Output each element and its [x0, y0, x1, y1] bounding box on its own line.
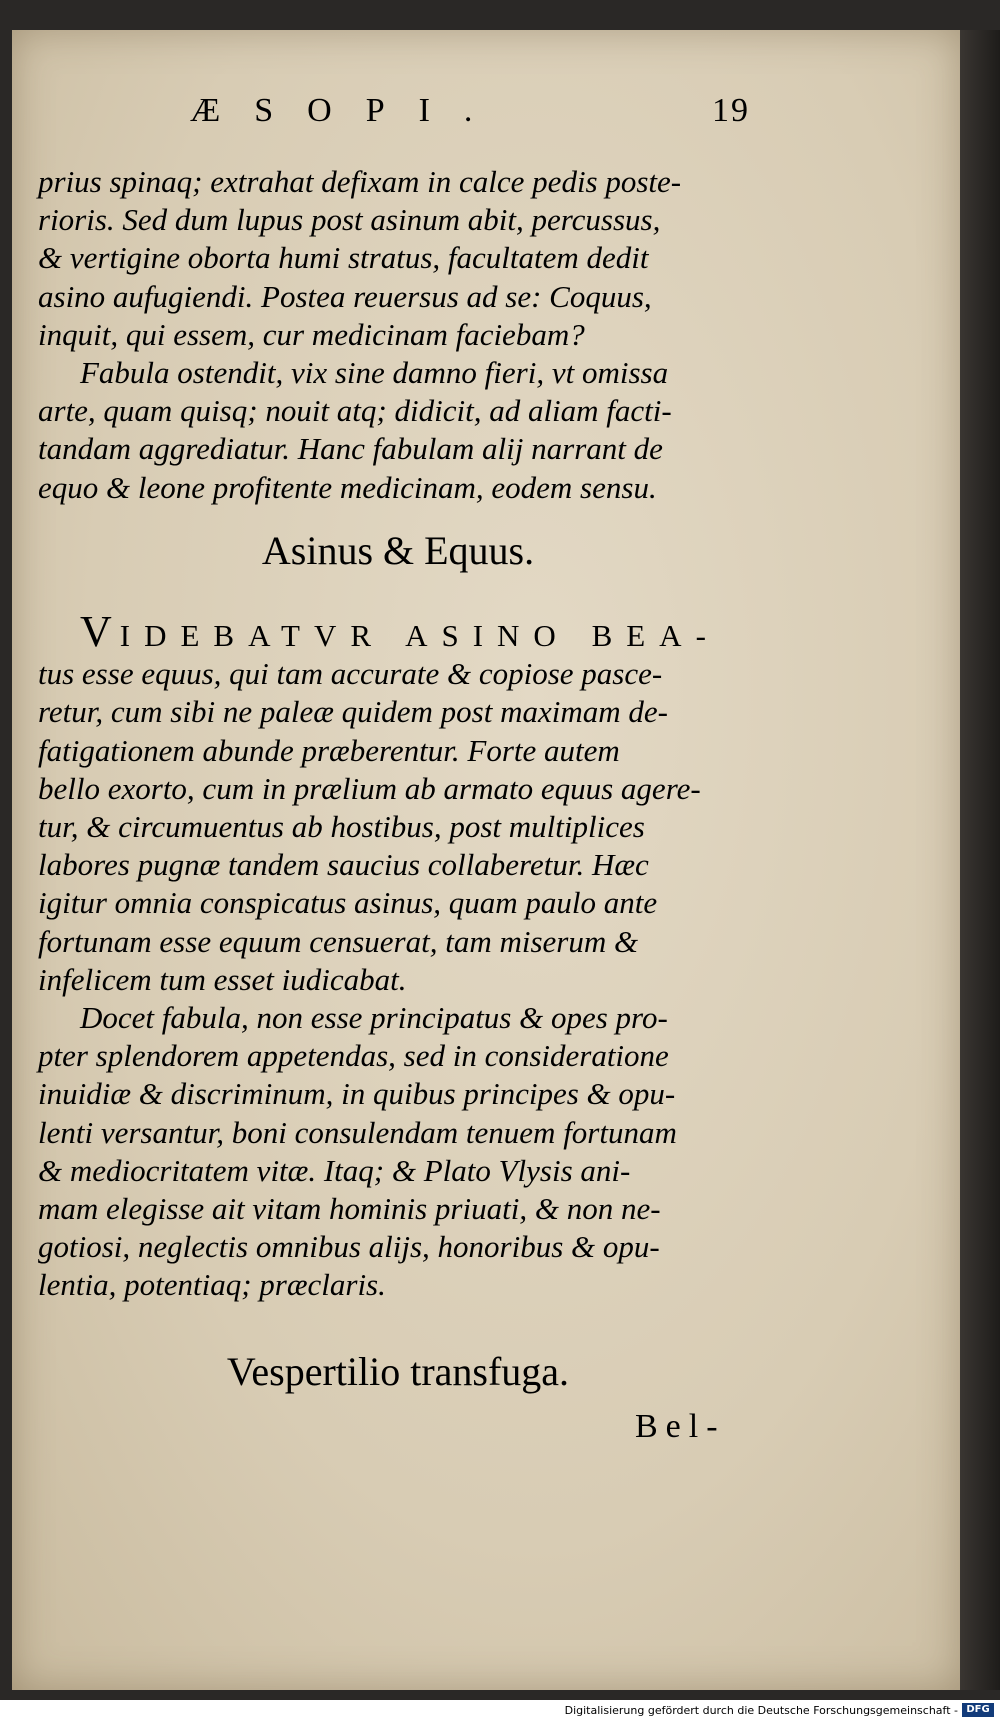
text-line: fatigationem abunde præberentur. Forte autem: [38, 732, 620, 768]
funding-credit: Digitalisierung gefördert durch die Deutsche Forschungsgemeinschaft -: [564, 1704, 958, 1717]
text-line: rioris. Sed dum lupus post asinum abit, percussus,: [38, 202, 661, 238]
opening-caps: IDEBATVR ASINO BEA-: [119, 618, 720, 653]
text-line: inuidiæ & discriminum, in quibus principes & opu-: [38, 1076, 676, 1112]
digitization-footer: [0, 1700, 1000, 1721]
text-line: & mediocritatem vitæ. Itaq; & Plato Vlysis ani-: [38, 1152, 631, 1188]
dfg-logo: DFG: [962, 1703, 994, 1717]
fable-title: Asinus & Equus.: [261, 528, 535, 573]
drop-initial: V: [80, 607, 120, 656]
next-fable-title: Vespertilio transfuga.: [226, 1349, 570, 1394]
text-line: tur, & circumuentus ab hostibus, post multiplices: [38, 809, 645, 845]
fable-body: [38, 607, 758, 1305]
running-title: ÆSOPI.: [190, 92, 507, 129]
moral-line: Fabula ostendit, vix sine damno fieri, vt omissa: [80, 355, 669, 391]
text-line: asino aufugiendi. Postea reuersus ad se: Coquus,: [38, 278, 652, 314]
text-line: lentia, potentiaq; præclaris.: [38, 1267, 386, 1303]
text-line: lenti versantur, boni consulendam tenuem fortunam: [38, 1114, 677, 1150]
catchword: Bel-: [635, 1408, 726, 1445]
text-line: equo & leone profitente medicinam, eodem sensu.: [38, 469, 657, 505]
text-line: arte, quam quisq; nouit atq; didicit, ad aliam facti-: [38, 393, 672, 429]
opening-line: [38, 607, 758, 656]
text-line: mam elegisse ait vitam hominis priuati, & non ne-: [38, 1191, 661, 1227]
text-line: tus esse equus, qui tam accurate & copiose pasce-: [38, 656, 663, 692]
text-line: igitur omnia conspicatus asinus, quam paulo ante: [38, 885, 658, 921]
text-line: inquit, qui essem, cur medicinam faciebam?: [38, 316, 585, 352]
moral-line: Docet fabula, non esse principatus & opes pro-: [80, 1000, 668, 1036]
text-line: pter splendorem appetendas, sed in consideratione: [38, 1038, 669, 1074]
text-line: prius spinaq; extrahat defixam in calce pedis poste-: [38, 164, 682, 199]
page-number: 19: [712, 92, 750, 129]
text-line: retur, cum sibi ne paleæ quidem post maximam de-: [38, 694, 668, 730]
text-line: fortunam esse equum censuerat, tam miserum &: [38, 923, 639, 959]
text-line: gotiosi, neglectis omnibus alijs, honoribus & opu-: [38, 1229, 660, 1265]
text-line: & vertigine oborta humi stratus, facultatem dedit: [38, 240, 649, 276]
text-line: tandam aggrediatur. Hanc fabulam alij narrant de: [38, 431, 663, 467]
previous-fable-ending: [38, 163, 758, 507]
text-line: labores pugnæ tandem saucius collaberetur. Hæc: [38, 847, 649, 883]
page-header: [190, 92, 750, 142]
book-edge: [960, 30, 1000, 1690]
text-line: infelicem tum esset iudicabat.: [38, 961, 407, 997]
text-line: bello exorto, cum in prælium ab armato equus agere-: [38, 770, 701, 806]
